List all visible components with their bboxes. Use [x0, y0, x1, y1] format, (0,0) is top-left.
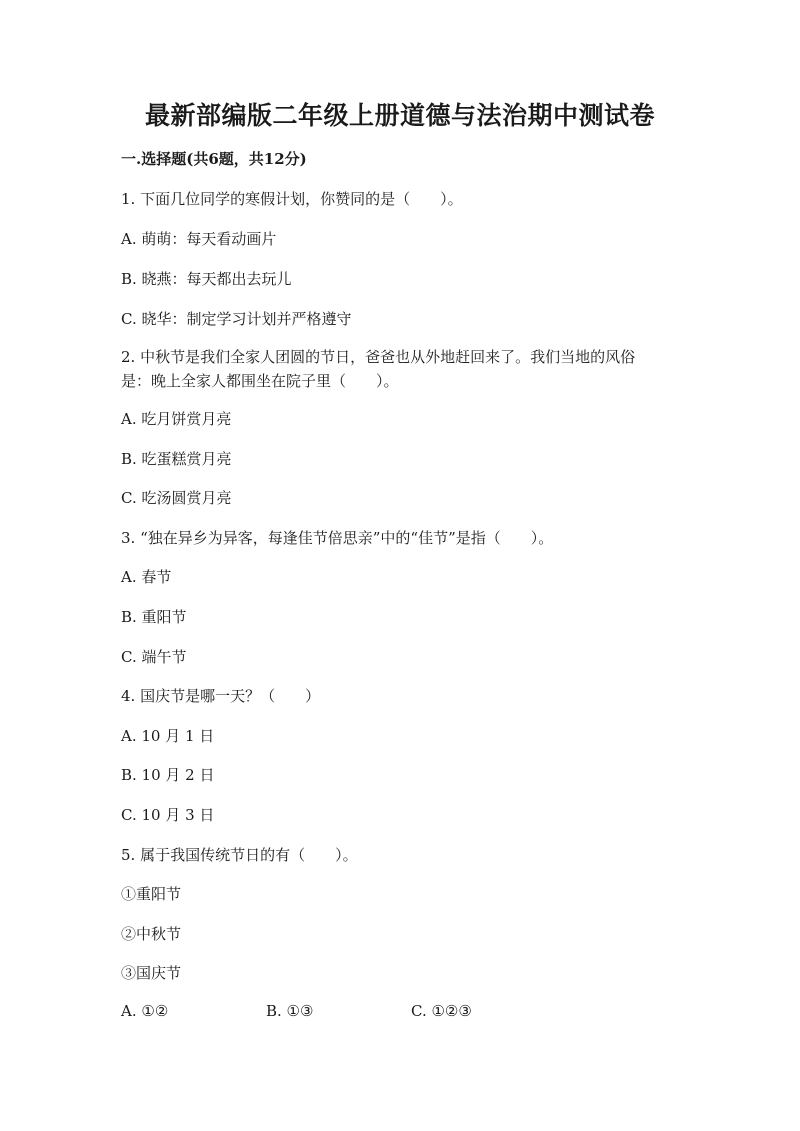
question-5-stem: 5. 属于我国传统节日的有（ ）。 [121, 846, 358, 864]
question-4-stem: 4. 国庆节是哪一天？（ ） [121, 687, 321, 705]
question-3-option-b: B. 重阳节 [121, 608, 187, 626]
question-3-stem: 3. “独在异乡为异客，每逢佳节倍思亲”中的“佳节”是指（ ）。 [121, 529, 554, 547]
question-2-option-c: C. 吃汤圆赏月亮 [121, 489, 232, 507]
question-2-stem-line-1: 2. 中秋节是我们全家人团圆的节日，爸爸也从外地赶回来了。我们当地的风俗 [121, 348, 636, 366]
page-title: 最新部编版二年级上册道德与法治期中测试卷 [144, 101, 655, 130]
question-4-option-a: A. 10 月 1 日 [121, 727, 215, 745]
question-1-option-b: B. 晓燕：每天都出去玩儿 [121, 270, 292, 288]
question-5-item-2: ②中秋节 [121, 925, 182, 943]
question-2-option-a: A. 吃月饼赏月亮 [121, 410, 232, 428]
question-3-option-c: C. 端午节 [121, 648, 187, 666]
question-5-options-row [121, 1002, 681, 1026]
question-1-option-c: C. 晓华：制定学习计划并严格遵守 [121, 310, 352, 328]
question-4-option-b: B. 10 月 2 日 [121, 766, 215, 784]
question-1-stem: 1. 下面几位同学的寒假计划，你赞同的是（ ）。 [121, 190, 463, 208]
question-5-option-b: B. ①③ [266, 1002, 314, 1020]
question-5-option-c: C. ①②③ [411, 1002, 472, 1020]
question-5-option-a: A. ①② [121, 1002, 169, 1020]
question-5-item-3: ③国庆节 [121, 964, 182, 982]
section-heading: 一.选择题(共6题，共12分) [121, 150, 307, 168]
question-5-item-1: ①重阳节 [121, 885, 182, 903]
question-4-option-c: C. 10 月 3 日 [121, 806, 215, 824]
question-2-stem-line-2: 是：晚上全家人都围坐在院子里（ ）。 [121, 372, 399, 390]
question-2-option-b: B. 吃蛋糕赏月亮 [121, 450, 232, 468]
question-3-option-a: A. 春节 [121, 568, 172, 586]
question-1-option-a: A. 萌萌：每天看动画片 [121, 230, 277, 248]
